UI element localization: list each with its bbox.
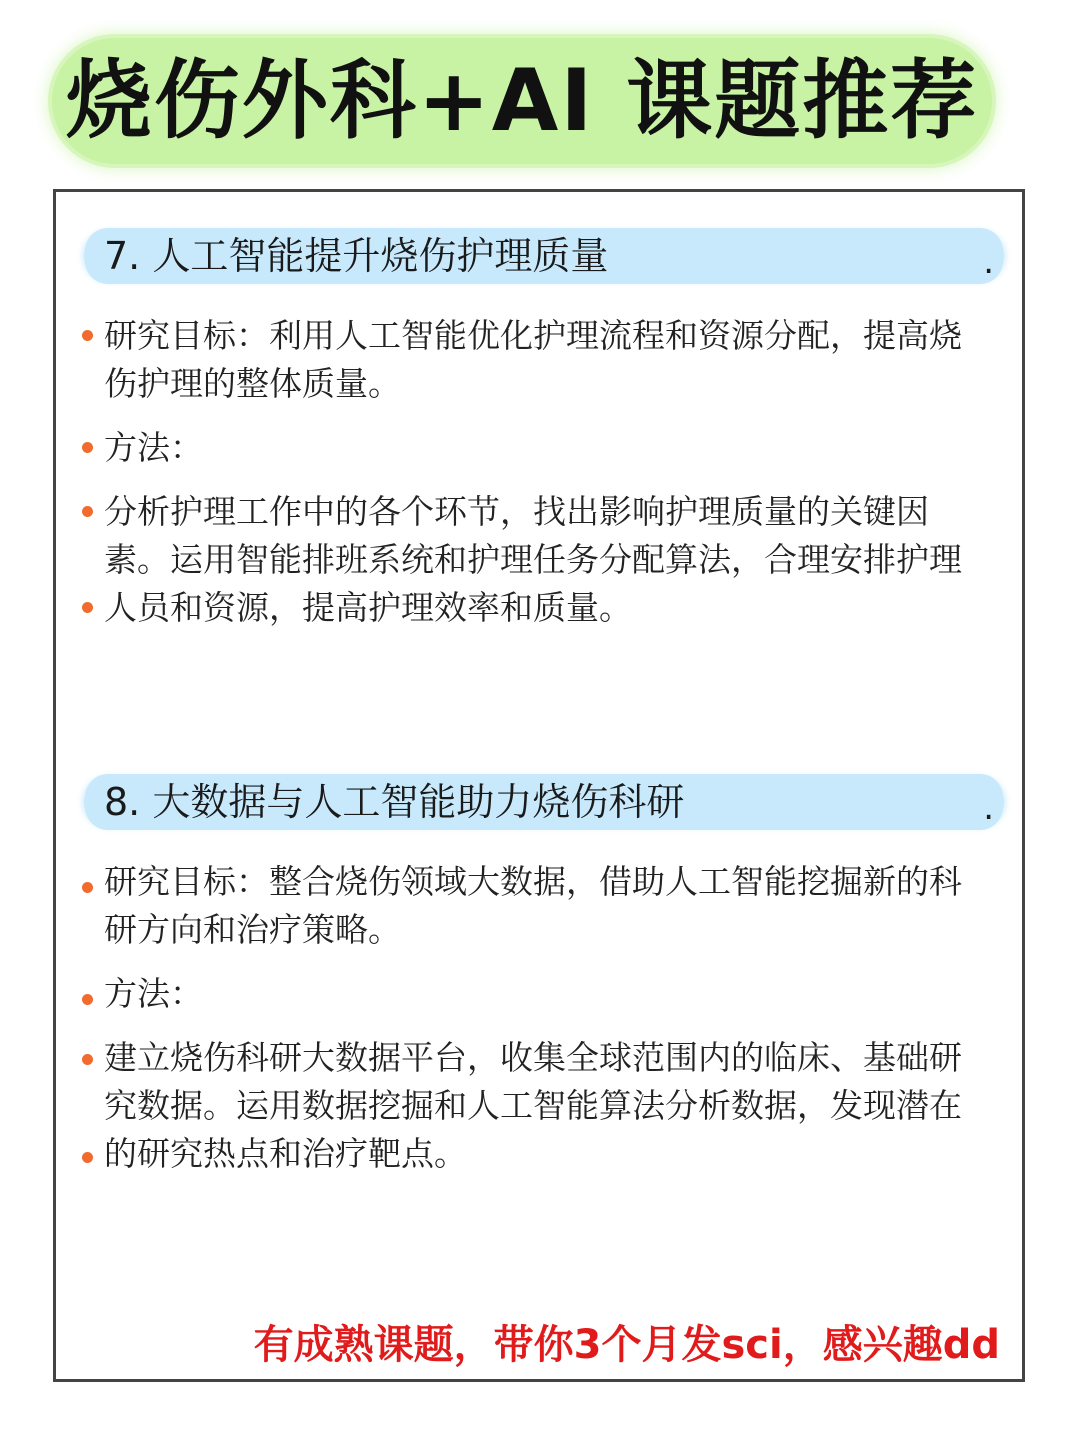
bullet-dot-icon bbox=[82, 994, 93, 1005]
bullet-dot-icon bbox=[82, 1152, 93, 1163]
section-heading: 8. 大数据与人工智能助力烧伤科研 bbox=[104, 780, 685, 824]
method-label: 方法： bbox=[104, 974, 203, 1013]
bullet-dot-icon bbox=[82, 602, 93, 613]
research-goal: 研究目标：利用人工智能优化护理流程和资源分配，提高烧伤护理的整体质量。 bbox=[104, 316, 962, 403]
method-detail: 建立烧伤科研大数据平台，收集全球范围内的临床、基础研究数据。运用数据挖掘和人工智能算法分析数据，发现潜在的研究热点和治疗靶点。 bbox=[104, 1038, 962, 1173]
method-label: 方法： bbox=[104, 428, 203, 467]
section-heading: 7. 人工智能提升烧伤护理质量 bbox=[104, 234, 609, 278]
heading-dot: . bbox=[983, 242, 994, 282]
method-detail: 分析护理工作中的各个环节，找出影响护理质量的关键因素。运用智能排班系统和护理任务分配算法，合理安排护理人员和资源，提高护理效率和质量。 bbox=[104, 492, 962, 627]
heading-dot: . bbox=[983, 788, 994, 828]
page-title: 烧伤外科+AI 课题推荐 bbox=[65, 51, 979, 151]
bullet-dot-icon bbox=[82, 330, 93, 341]
research-goal: 研究目标：整合烧伤领域大数据，借助人工智能挖掘新的科研方向和治疗策略。 bbox=[104, 862, 962, 949]
cta-text: 有成熟课题，带你3个月发sci，感兴趣dd bbox=[253, 1322, 1000, 1368]
bullet-dot-icon bbox=[82, 506, 93, 517]
content-card bbox=[53, 189, 1025, 1382]
bullet-dot-icon bbox=[82, 442, 93, 453]
bullet-dot-icon bbox=[82, 1054, 93, 1065]
bullet-dot-icon bbox=[82, 882, 93, 893]
